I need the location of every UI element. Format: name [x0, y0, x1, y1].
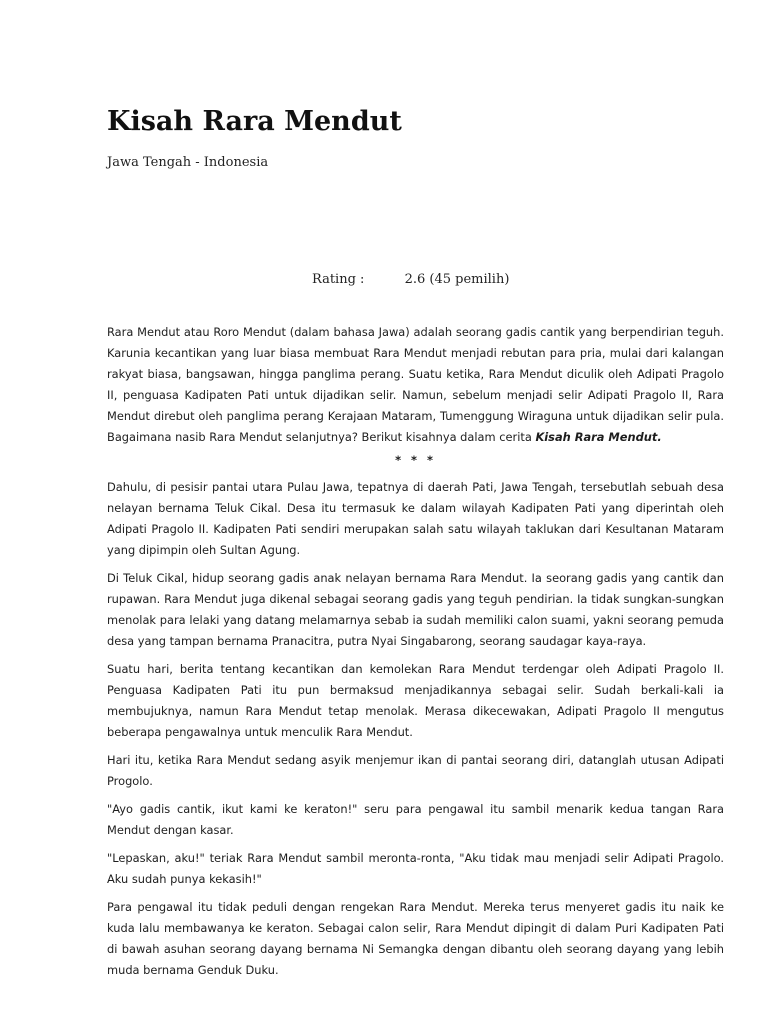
rating-label: Rating : — [312, 272, 365, 287]
story-paragraph-6: "Lepaskan, aku!" teriak Rara Mendut sambil meronta-ronta, "Aku tidak mau menjadi selir Adipati Pragolo. Aku sudah punya kekasih!" — [107, 851, 724, 886]
story-paragraph-4: Hari itu, ketika Rara Mendut sedang asyik menjemur ikan di pantai seorang diri, datanglah utusan Adipati Progolo. — [107, 753, 724, 788]
story-paragraph-1: Dahulu, di pesisir pantai utara Pulau Jawa, tepatnya di daerah Pati, Jawa Tengah, tersebutlah sebuah desa nelayan bernama Teluk Cikal. Desa itu termasuk ke dalam wilayah Kadipaten Pati yang diperintah oleh Adipati Pragolo II. Kadipaten Pati sendiri merupakan salah satu wilayah taklukan dari Kesultanan Mataram yang dipimpin oleh Sultan Agung. — [107, 480, 724, 557]
rating-value: 2.6 (45 pemilih) — [404, 272, 510, 287]
article-body — [107, 322, 724, 988]
intro-paragraph — [107, 322, 724, 448]
section-separator: * * * — [395, 453, 436, 467]
story-paragraph-7: Para pengawal itu tidak peduli dengan rengekan Rara Mendut. Mereka terus menyeret gadis itu naik ke kuda lalu membawanya ke keraton. Sebagai calon selir, Rara Mendut dipingit di dalam Puri Kadipaten Pati di bawah asuhan seorang dayang bernama Ni Semangka dengan dibantu oleh seorang dayang yang lebih muda bernama Genduk Duku. — [107, 900, 724, 977]
document-subtitle: Jawa Tengah - Indonesia — [107, 155, 269, 170]
intro-story-title: Kisah Rara Mendut. — [535, 430, 662, 444]
rating — [312, 272, 509, 287]
intro-text: Rara Mendut atau Roro Mendut (dalam bahasa Jawa) adalah seorang gadis cantik yang berpendirian teguh. Karunia kecantikan yang luar biasa membuat Rara Mendut menjadi rebutan para pria, mulai dari kalangan rakyat biasa, bangsawan, hingga panglima perang. Suatu ketika, Rara Mendut diculik oleh Adipati Pragolo II, penguasa Kadipaten Pati untuk dijadikan selir. Namun, sebelum menjadi selir Adipati Pragolo II, Rara Mendut direbut oleh panglima perang Kerajaan Mataram, Tumenggung Wiraguna untuk dijadikan selir pula. Bagaimana nasib Rara Mendut selanjutnya? Berikut kisahnya dalam cerita — [107, 325, 724, 444]
story-paragraph-3: Suatu hari, berita tentang kecantikan dan kemolekan Rara Mendut terdengar oleh Adipati Pragolo II. Penguasa Kadipaten Pati itu pun bermaksud menjadikannya sebagai selir. Sudah berkali-kali ia membujuknya, namun Rara Mendut tetap menolak. Merasa dikecewakan, Adipati Pragolo II mengutus beberapa pengawalnya untuk menculik Rara Mendut. — [107, 662, 724, 739]
story-paragraph-5: "Ayo gadis cantik, ikut kami ke keraton!" seru para pengawal itu sambil menarik kedua tangan Rara Mendut dengan kasar. — [107, 802, 724, 837]
story-paragraph-2: Di Teluk Cikal, hidup seorang gadis anak nelayan bernama Rara Mendut. Ia seorang gadis yang cantik dan rupawan. Rara Mendut juga dikenal sebagai seorang gadis yang teguh pendirian. Ia tidak sungkan-sungkan menolak para lelaki yang datang melamarnya sebab ia sudah memiliki calon suami, yakni seorang pemuda desa yang tampan bernama Pranacitra, putra Nyai Singabarong, seorang saudagar kaya-raya. — [107, 571, 724, 648]
document-title: Kisah Rara Mendut — [107, 106, 402, 137]
